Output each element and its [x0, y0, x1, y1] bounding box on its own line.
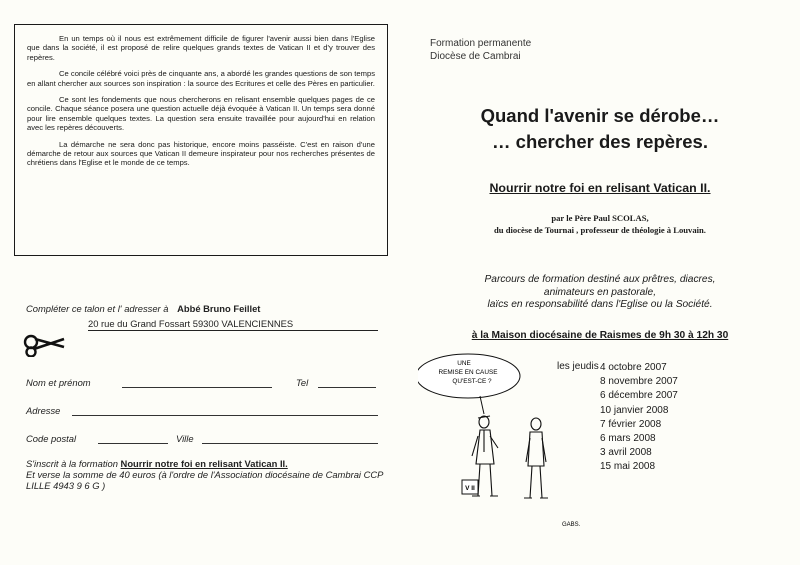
- title-line: Quand l'avenir se dérobe…: [480, 105, 720, 126]
- address-field[interactable]: [72, 415, 378, 416]
- name-label: Nom et prénom: [26, 377, 91, 388]
- intro-box: [14, 24, 388, 256]
- tel-field[interactable]: [318, 387, 376, 388]
- artist-signature: GABS.: [562, 522, 581, 528]
- postal-code-field[interactable]: [98, 443, 168, 444]
- schedule-label: les jeudis: [557, 361, 599, 372]
- audience-line: Parcours de formation destiné aux prêtres, diacres,: [484, 274, 716, 285]
- city-label: Ville: [176, 433, 194, 444]
- org-line: Diocèse de Cambrai: [430, 50, 521, 62]
- book-label: V II: [465, 485, 475, 492]
- title-line: … chercher des repères.: [492, 131, 708, 152]
- city-field[interactable]: [202, 443, 378, 444]
- venue: à la Maison diocésaine de Raismes de 9h 30 à 12h 30: [471, 330, 729, 341]
- schedule-dates: [600, 361, 678, 475]
- subscribe-prefix: S'inscrit à la formation: [26, 458, 118, 469]
- send-instruction: [26, 303, 396, 314]
- author-line: par le Père Paul SCOLAS,: [551, 213, 649, 223]
- date-item: 6 décembre 2007: [600, 390, 678, 402]
- main-title: [420, 103, 780, 155]
- date-item: 10 janvier 2008: [600, 404, 669, 416]
- intro-paragraph: La démarche ne sera donc pas historique, encore moins passéiste. C'est en raison d'une démarche de retour aux sources que Vatican II demeure inspirateur pour nos recherches présentes de chrétiens dans l'Eglise et le monde de ce temps.: [27, 139, 375, 168]
- bubble-text: UNE: [457, 360, 471, 367]
- audience-info: [420, 274, 780, 312]
- intro-paragraph: En un temps où il nous est extrêmement difficile de figurer l'avenir aussi bien dans l'Eglise que dans la société, il est proposé de relire quelques grands textes de Vatican II et d'y trouver des repères.: [27, 34, 375, 62]
- audience-line: laïcs en responsabilité dans l'Eglise ou la Société.: [487, 299, 713, 310]
- subscription-text: [26, 458, 406, 492]
- date-item: 3 avril 2008: [600, 447, 652, 459]
- addressee: Abbé Bruno Feillet: [177, 303, 261, 314]
- date-item: 6 mars 2008: [600, 433, 656, 445]
- name-field[interactable]: [122, 387, 272, 388]
- address-label: Adresse: [26, 405, 61, 416]
- author-line: du diocèse de Tournai , professeur de théologie à Louvain.: [494, 225, 706, 235]
- audience-line: animateurs en pastorale,: [543, 286, 657, 298]
- tel-label: Tel: [296, 377, 309, 388]
- date-item: 7 février 2008: [600, 418, 662, 430]
- date-item: 15 mai 2008: [600, 461, 656, 473]
- author-info: [420, 212, 780, 236]
- intro-paragraph: Ce concile célébré voici près de cinquante ans, a abordé les grandes questions de son temps en allant chercher aux sources son inspiration : la source des Ecritures et celle des Pères en particulier.: [27, 69, 375, 88]
- bubble-text: QU'EST-CE ?: [452, 378, 492, 385]
- postal-address: 20 rue du Grand Fossart 59300 VALENCIENNES: [88, 318, 378, 331]
- date-item: 8 novembre 2007: [600, 376, 678, 388]
- payment-text: Et verse la somme de 40 euros (à l'ordre de l'Association diocésaine de Cambrai CCP LILLE 4943 9 6 G ): [26, 469, 384, 492]
- subscribe-title: Nourrir notre foi en relisant Vatican II.: [120, 458, 288, 469]
- org-line: Formation permanente: [430, 38, 532, 49]
- intro-paragraph: Ce sont les fondements que nous chercherons en relisant ensemble quelques pages de ce concile. Chaque séance posera une question actuelle déjà évoquée à Vatican II. Un temps sera donné pour lire ensemble quelques textes. La question sera ensuite travaillée pour aujourd'hui en relation avec les repères découverts.: [27, 95, 375, 133]
- date-item: 4 octobre 2007: [600, 362, 667, 373]
- postal-code-label: Code postal: [26, 433, 77, 444]
- send-prefix: Compléter ce talon et l' adresser à: [26, 303, 169, 314]
- bubble-text: REMISE EN CAUSE: [438, 369, 498, 376]
- cartoon-illustration: [418, 352, 593, 532]
- scissors-icon: [22, 317, 66, 357]
- figure-right: [524, 418, 548, 498]
- subtitle: Nourrir notre foi en relisant Vatican II.: [489, 181, 711, 195]
- organization: [430, 38, 531, 63]
